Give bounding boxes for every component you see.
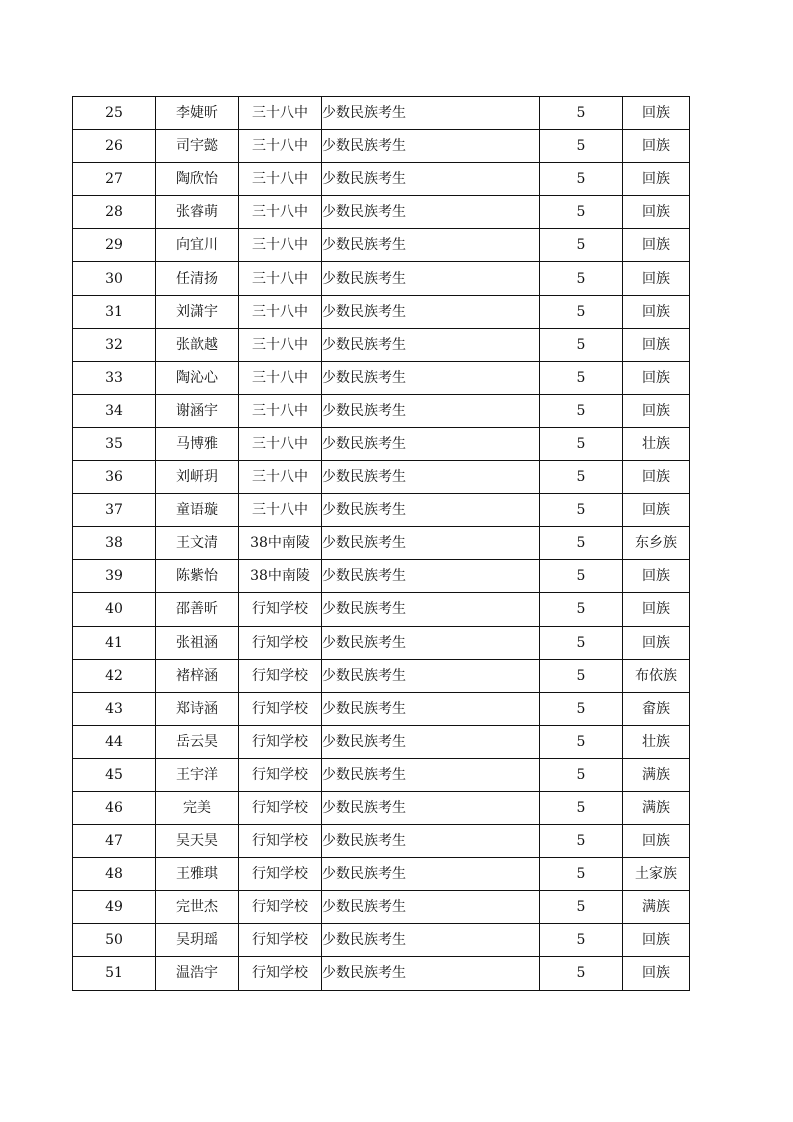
table-row [73,659,690,692]
ethnicity-cell: 畲族 [623,692,690,725]
table-row [73,758,690,791]
row-number-cell: 38 [73,527,156,560]
student-name-cell: 李婕昕 [156,97,239,130]
bonus-points-cell: 5 [540,196,623,229]
bonus-category-cell: 少数民族考生 [322,560,540,593]
school-name-cell: 行知学校 [239,891,322,924]
bonus-category-cell: 少数民族考生 [322,527,540,560]
ethnicity-cell: 回族 [623,626,690,659]
school-name-cell: 三十八中 [239,394,322,427]
ethnicity-cell: 回族 [623,825,690,858]
bonus-points-cell: 5 [540,858,623,891]
table-row [73,394,690,427]
bonus-points-cell: 5 [540,593,623,626]
row-number-cell: 48 [73,858,156,891]
bonus-points-cell: 5 [540,394,623,427]
row-number-cell: 29 [73,229,156,262]
bonus-category-cell: 少数民族考生 [322,163,540,196]
table-row [73,461,690,494]
ethnicity-cell: 回族 [623,328,690,361]
bonus-category-cell: 少数民族考生 [322,394,540,427]
bonus-category-cell: 少数民族考生 [322,229,540,262]
ethnicity-cell: 满族 [623,791,690,824]
student-name-cell: 谢涵宇 [156,394,239,427]
bonus-category-cell: 少数民族考生 [322,196,540,229]
student-name-cell: 完美 [156,791,239,824]
ethnicity-cell: 满族 [623,758,690,791]
bonus-points-cell: 5 [540,924,623,957]
bonus-points-cell: 5 [540,957,623,990]
school-name-cell: 三十八中 [239,163,322,196]
row-number-cell: 31 [73,295,156,328]
row-number-cell: 41 [73,626,156,659]
bonus-points-cell: 5 [540,427,623,460]
table-row [73,626,690,659]
ethnicity-cell: 回族 [623,361,690,394]
ethnicity-cell: 回族 [623,924,690,957]
row-number-cell: 47 [73,825,156,858]
bonus-category-cell: 少数民族考生 [322,97,540,130]
table-row [73,725,690,758]
table-row [73,97,690,130]
row-number-cell: 25 [73,97,156,130]
student-name-cell: 王文清 [156,527,239,560]
student-name-cell: 褚梓涵 [156,659,239,692]
student-name-cell: 向宜川 [156,229,239,262]
bonus-category-cell: 少数民族考生 [322,130,540,163]
student-name-cell: 张睿萌 [156,196,239,229]
school-name-cell: 行知学校 [239,725,322,758]
row-number-cell: 28 [73,196,156,229]
student-name-cell: 吴天昊 [156,825,239,858]
student-name-cell: 任清扬 [156,262,239,295]
bonus-points-cell: 5 [540,295,623,328]
table-row [73,692,690,725]
school-name-cell: 行知学校 [239,626,322,659]
bonus-points-cell: 5 [540,825,623,858]
bonus-points-cell: 5 [540,527,623,560]
table-row [73,858,690,891]
table-row [73,361,690,394]
bonus-points-cell: 5 [540,130,623,163]
school-name-cell: 行知学校 [239,957,322,990]
student-name-cell: 王雅琪 [156,858,239,891]
school-name-cell: 三十八中 [239,427,322,460]
bonus-points-cell: 5 [540,758,623,791]
table-row [73,957,690,990]
school-name-cell: 行知学校 [239,924,322,957]
bonus-category-cell: 少数民族考生 [322,725,540,758]
student-name-cell: 王宇洋 [156,758,239,791]
row-number-cell: 42 [73,659,156,692]
bonus-points-cell: 5 [540,692,623,725]
bonus-points-cell: 5 [540,262,623,295]
table-row [73,130,690,163]
table-row [73,891,690,924]
bonus-points-cell: 5 [540,560,623,593]
row-number-cell: 27 [73,163,156,196]
table-row [73,196,690,229]
row-number-cell: 50 [73,924,156,957]
school-name-cell: 行知学校 [239,593,322,626]
student-name-cell: 郑诗涵 [156,692,239,725]
row-number-cell: 33 [73,361,156,394]
bonus-category-cell: 少数民族考生 [322,924,540,957]
school-name-cell: 行知学校 [239,758,322,791]
school-name-cell: 三十八中 [239,196,322,229]
table-row [73,825,690,858]
row-number-cell: 45 [73,758,156,791]
bonus-category-cell: 少数民族考生 [322,461,540,494]
school-name-cell: 38中南陵 [239,560,322,593]
row-number-cell: 46 [73,791,156,824]
table-row [73,560,690,593]
ethnicity-cell: 满族 [623,891,690,924]
bonus-category-cell: 少数民族考生 [322,295,540,328]
bonus-category-cell: 少数民族考生 [322,692,540,725]
table-row [73,163,690,196]
bonus-category-cell: 少数民族考生 [322,626,540,659]
bonus-category-cell: 少数民族考生 [322,262,540,295]
school-name-cell: 行知学校 [239,858,322,891]
school-name-cell: 三十八中 [239,229,322,262]
student-name-cell: 邵善昕 [156,593,239,626]
school-name-cell: 三十八中 [239,328,322,361]
bonus-points-cell: 5 [540,361,623,394]
bonus-points-cell: 5 [540,229,623,262]
student-name-cell: 马博雅 [156,427,239,460]
bonus-points-cell: 5 [540,328,623,361]
student-name-cell: 陶欣怡 [156,163,239,196]
row-number-cell: 43 [73,692,156,725]
student-name-cell: 张歆越 [156,328,239,361]
ethnicity-cell: 回族 [623,196,690,229]
school-name-cell: 行知学校 [239,825,322,858]
student-name-cell: 刘岍玥 [156,461,239,494]
student-name-cell: 吴玥瑶 [156,924,239,957]
ethnicity-cell: 回族 [623,262,690,295]
bonus-points-cell: 5 [540,725,623,758]
bonus-category-cell: 少数民族考生 [322,891,540,924]
student-name-cell: 温浩宇 [156,957,239,990]
ethnicity-cell: 回族 [623,163,690,196]
ethnicity-cell: 回族 [623,560,690,593]
student-name-cell: 司宇懿 [156,130,239,163]
table-row [73,924,690,957]
row-number-cell: 30 [73,262,156,295]
bonus-points-cell: 5 [540,659,623,692]
table-row [73,527,690,560]
school-name-cell: 三十八中 [239,361,322,394]
bonus-category-cell: 少数民族考生 [322,328,540,361]
ethnicity-cell: 回族 [623,461,690,494]
bonus-points-cell: 5 [540,626,623,659]
school-name-cell: 行知学校 [239,791,322,824]
table-row [73,262,690,295]
bonus-points-cell: 5 [540,494,623,527]
ethnicity-cell: 回族 [623,97,690,130]
roster-table-body [73,97,690,991]
row-number-cell: 34 [73,394,156,427]
ethnicity-cell: 回族 [623,593,690,626]
row-number-cell: 35 [73,427,156,460]
school-name-cell: 三十八中 [239,97,322,130]
ethnicity-cell: 布依族 [623,659,690,692]
bonus-category-cell: 少数民族考生 [322,427,540,460]
ethnicity-cell: 东乡族 [623,527,690,560]
student-name-cell: 陶沁心 [156,361,239,394]
ethnicity-cell: 回族 [623,295,690,328]
roster-table [72,96,690,991]
bonus-category-cell: 少数民族考生 [322,494,540,527]
row-number-cell: 40 [73,593,156,626]
bonus-points-cell: 5 [540,791,623,824]
bonus-category-cell: 少数民族考生 [322,361,540,394]
student-name-cell: 岳云昊 [156,725,239,758]
ethnicity-cell: 壮族 [623,725,690,758]
school-name-cell: 三十八中 [239,262,322,295]
student-name-cell: 刘潇宇 [156,295,239,328]
school-name-cell: 三十八中 [239,461,322,494]
bonus-category-cell: 少数民族考生 [322,858,540,891]
bonus-category-cell: 少数民族考生 [322,825,540,858]
table-row [73,427,690,460]
bonus-category-cell: 少数民族考生 [322,957,540,990]
ethnicity-cell: 回族 [623,957,690,990]
row-number-cell: 32 [73,328,156,361]
school-name-cell: 38中南陵 [239,527,322,560]
ethnicity-cell: 壮族 [623,427,690,460]
student-name-cell: 陈紫怡 [156,560,239,593]
school-name-cell: 三十八中 [239,130,322,163]
school-name-cell: 行知学校 [239,692,322,725]
bonus-points-cell: 5 [540,461,623,494]
bonus-points-cell: 5 [540,97,623,130]
school-name-cell: 行知学校 [239,659,322,692]
row-number-cell: 26 [73,130,156,163]
bonus-points-cell: 5 [540,163,623,196]
table-row [73,295,690,328]
table-row [73,494,690,527]
bonus-points-cell: 5 [540,891,623,924]
bonus-category-cell: 少数民族考生 [322,758,540,791]
row-number-cell: 37 [73,494,156,527]
table-row [73,593,690,626]
table-row [73,328,690,361]
row-number-cell: 49 [73,891,156,924]
row-number-cell: 36 [73,461,156,494]
ethnicity-cell: 回族 [623,494,690,527]
ethnicity-cell: 回族 [623,229,690,262]
table-row [73,791,690,824]
bonus-category-cell: 少数民族考生 [322,659,540,692]
table-row [73,229,690,262]
ethnicity-cell: 回族 [623,130,690,163]
student-name-cell: 张祖涵 [156,626,239,659]
ethnicity-cell: 土家族 [623,858,690,891]
bonus-category-cell: 少数民族考生 [322,791,540,824]
row-number-cell: 39 [73,560,156,593]
row-number-cell: 44 [73,725,156,758]
school-name-cell: 三十八中 [239,295,322,328]
school-name-cell: 三十八中 [239,494,322,527]
student-name-cell: 完世杰 [156,891,239,924]
row-number-cell: 51 [73,957,156,990]
ethnicity-cell: 回族 [623,394,690,427]
bonus-category-cell: 少数民族考生 [322,593,540,626]
student-name-cell: 童语璇 [156,494,239,527]
